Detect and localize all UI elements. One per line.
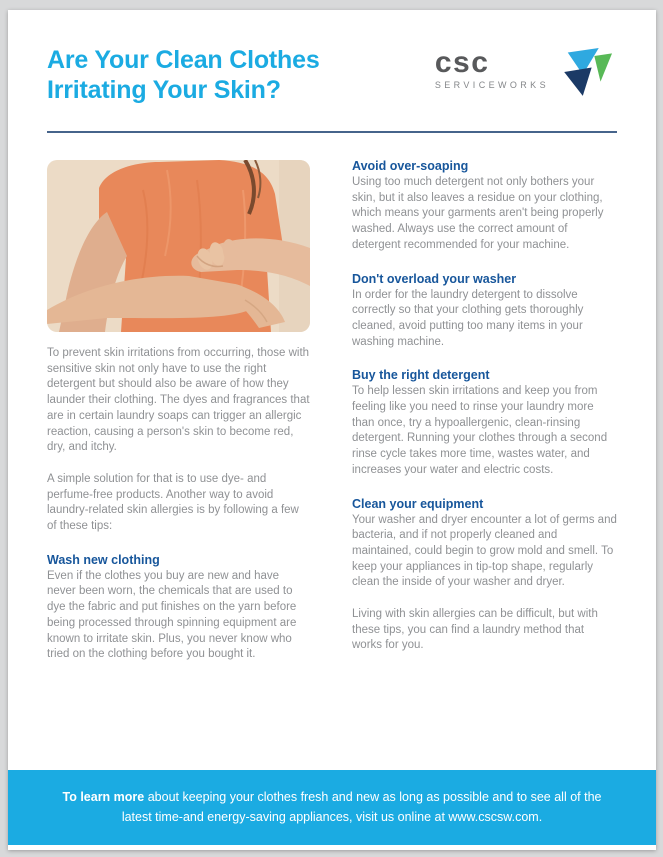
footer-lead-text: To learn more	[62, 790, 145, 804]
left-column	[47, 160, 310, 679]
tip-body-wash-new-clothing: Even if the clothes you buy are new and have never been worn, the chemicals that are used to dye the fabric and put finishes on the yarn before being processed through spinning equipment are known to irritate skin. Plus, you never know who tried on the clothing before you bought it.	[47, 569, 297, 661]
tip-body-clean-your-equipment: Your washer and dryer encounter a lot of germs and bacteria, and if not properly cleaned and maintained, could begin to grow mold and smell. To keep your appliances in tip-top shape, regularly clean the inside of your washer and dryer.	[352, 513, 617, 589]
content-columns	[8, 133, 656, 679]
tip-heading-wash-new-clothing: Wash new clothing	[47, 552, 160, 567]
website-link[interactable]: www.cscsw.com	[448, 809, 539, 824]
header	[8, 10, 656, 105]
footer-banner	[8, 770, 656, 845]
csc-triangles-logo-icon	[558, 47, 620, 96]
photo-person-scratching-arm	[47, 160, 310, 332]
logo-brand-text: csc	[434, 46, 490, 79]
page-title	[47, 45, 320, 105]
footer-middle-text: about keeping your clothes fresh and new as long as possible and to see all of the latest time-and energy-saving appliances, visit us online at	[121, 790, 602, 824]
closing-paragraph: Living with skin allergies can be difficult, but with these tips, you can find a laundry method that works for you.	[352, 608, 598, 652]
intro-paragraph-2: A simple solution for that is to use dye- and perfume-free products. Another way to avoid laundry-related skin allergies is by following a few of these tips:	[47, 472, 299, 533]
right-column	[352, 160, 617, 679]
footer-text	[62, 788, 602, 827]
tip-heading-buy-right-detergent: Buy the right detergent	[352, 368, 490, 383]
logo-wordmark	[434, 46, 549, 90]
tip-heading-avoid-over-soaping: Avoid over-soaping	[352, 159, 469, 173]
logo-subtitle-text: SERVICEWORKS	[434, 80, 549, 90]
tip-body-dont-overload-washer: In order for the laundry detergent to dissolve correctly so that your clothing gets thoroughly cleaned, avoid putting too many items in your washing machine.	[352, 288, 584, 348]
page-title-line-1: Are Your Clean Clothes	[47, 46, 320, 74]
csc-serviceworks-logo	[434, 46, 620, 96]
intro-paragraph-1: To prevent skin irritations from occurring, those with sensitive skin not only have to use the right detergent but should also be aware of how they launder their clothing. The dyes and fragrances that are in certain laundry soaps can trigger an allergic reaction, causing a person's skin to become red, dry, and itchy.	[47, 347, 310, 454]
document-page	[8, 10, 656, 850]
tip-heading-clean-your-equipment: Clean your equipment	[352, 496, 484, 511]
tip-body-buy-right-detergent: To help lessen skin irritations and keep you from feeling like you need to rinse your laundry more than once, try a hypoallergenic, clean-rinsing detergent. Running your clothes through a second rinse cycle takes more time, wastes water, and increases your water and electric costs.	[352, 385, 608, 476]
footer-period: .	[538, 809, 543, 824]
tip-heading-dont-overload-washer: Don't overload your washer	[352, 271, 517, 286]
page-title-line-2: Irritating Your Skin?	[47, 76, 281, 104]
tip-body-avoid-over-soaping: Using too much detergent not only bothers your skin, but it also leaves a residue on your clothing, which means your garments aren't being properly washed. Always use the correct amount of detergent recommended for your machine.	[352, 176, 604, 251]
